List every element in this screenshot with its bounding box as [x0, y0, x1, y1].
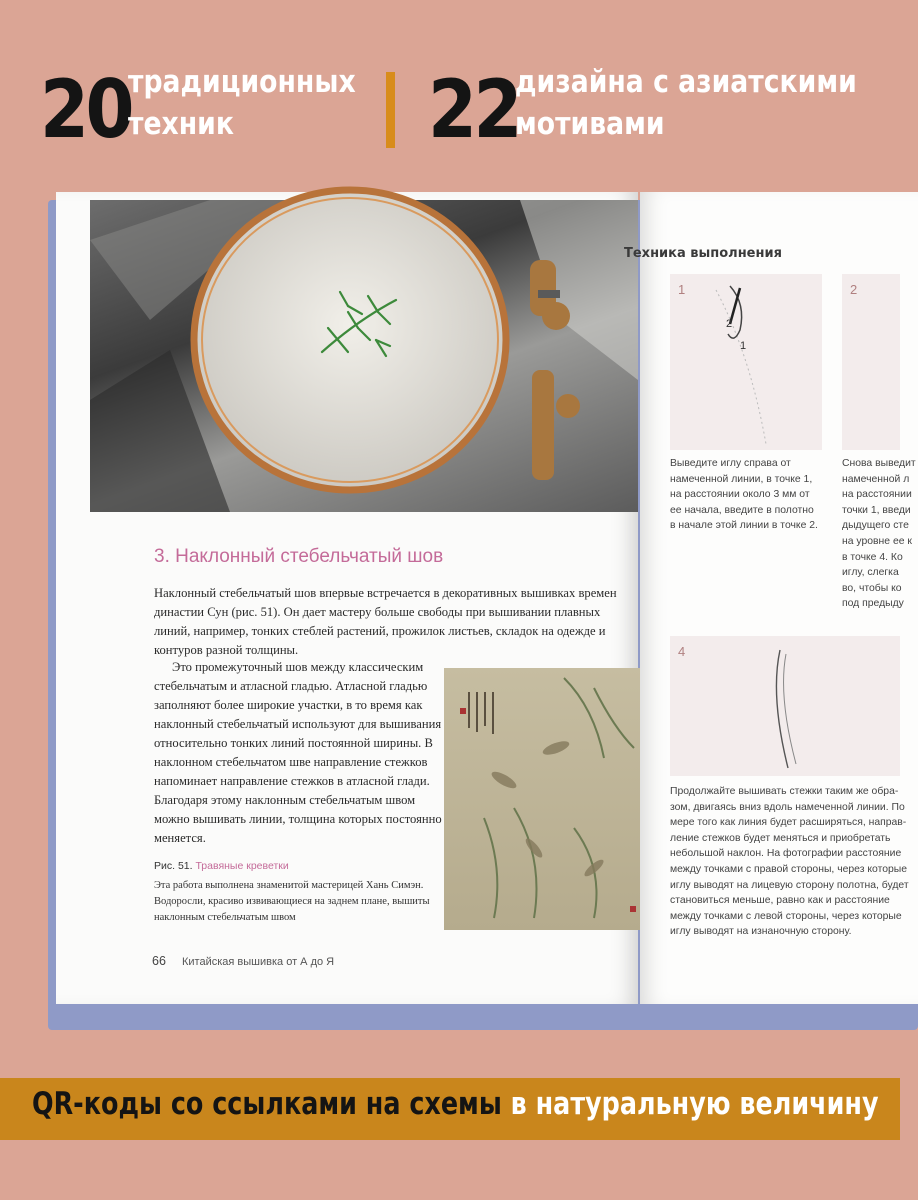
qr-banner-text	[32, 1086, 879, 1122]
page-footer: Китайская вышивка от А до Я	[182, 956, 335, 968]
techniques-label-line2: техник	[128, 106, 234, 142]
step-1-diagram	[670, 274, 822, 450]
shrimp-painting	[444, 668, 642, 930]
point-1-label: 1	[740, 340, 747, 352]
qr-banner-light-text: в натуральную величину	[501, 1086, 879, 1122]
techniques-count: 20	[40, 63, 131, 156]
designs-count: 22	[428, 63, 519, 156]
step-1-number: 1	[678, 282, 686, 297]
step-1-text: Выведите иглу справа от намеченной линии, в точке 1, на расстоянии около 3 мм от ее начала, введите в полотно в начале этой линии в точке 2.	[670, 458, 818, 532]
step-4-diagram	[670, 636, 900, 776]
step-4-text: Продолжайте вышивать стежки таким же обра- зом, двигаясь вниз вдоль намеченной линии. По мере того как линия будет расширяться, направ- ление стежков будет меняться и приобретать небольшой наклон. На фотографии расстояние между точками с правой стороны, через которые иглу выводят на лицевую сторону полотна, будет становиться меньше, равно как и расстояние между точками с левой стороны, через которые иглу выводят на изнаночную сторону.	[670, 786, 909, 938]
step-2-number: 2	[850, 282, 858, 297]
hoop-illustration	[90, 200, 638, 512]
step-2-diagram	[842, 274, 900, 450]
figure-caption-label	[154, 860, 289, 872]
point-2-label: 2	[726, 318, 733, 330]
qr-banner-dark-text: QR-коды со ссылками на схемы	[32, 1086, 502, 1122]
intro-paragraph: Наклонный стебельчатый шов впервые встречается в декоративных вышивках времен династии Сун (рис. 51). Он дает мастеру больше свободы при вышивании плавных линий, например, тонких стеблей растений, прожилок листьев, складок на одежде и контуров разной толщины.	[154, 586, 617, 657]
painting-illustration	[444, 668, 642, 930]
step-2-text: Снова выведит намеченной на расстоянии точки 1, введи дыдущего на уровне ее в точке 4. Ко иглу, слегка во, чтобы ко под предыду	[842, 458, 916, 610]
techniques-label-line1: традиционных	[128, 64, 356, 100]
embroidery-hoop-photo	[90, 200, 638, 512]
designs-label-line1: дизайна с азиатскими	[515, 64, 857, 100]
figure-title: Травяные креветки	[195, 860, 289, 872]
page-number: 66	[152, 954, 166, 968]
section-title: 3. Наклонный стебельчатый шов	[154, 546, 444, 567]
figure-number: Рис. 51.	[154, 860, 193, 872]
promo-header	[0, 0, 900, 190]
header-separator	[386, 72, 395, 148]
needle-diagram	[670, 274, 822, 450]
description-paragraph: Это промежуточный шов между классическим стебельчатым и атласной гладью. Атласной гладью заполняют более широкие участки, в то время как наклонный стебельчатый используют для вышивания относительно тонких линий постоянной ширины. В наклонном стебельчатом шве направление стежков напоминает направление стежков в атласной глади. Благодаря этому наклонным стебельчатым швом можно вышивать линии, толщина которых постоянно меняется.	[154, 660, 442, 845]
step-4-number: 4	[678, 644, 686, 659]
technique-heading: Техника выполнения	[624, 246, 782, 261]
designs-label-line2: мотивами	[515, 106, 665, 142]
stitch-diagram	[670, 636, 900, 776]
left-page	[56, 192, 638, 1004]
figure-caption-text: Эта работа выполнена знаменитой мастерицей Хань Симэн. Водоросли, красиво извивающиеся на заднем плане, вышиты наклонным стебельчатым швом	[154, 880, 430, 923]
